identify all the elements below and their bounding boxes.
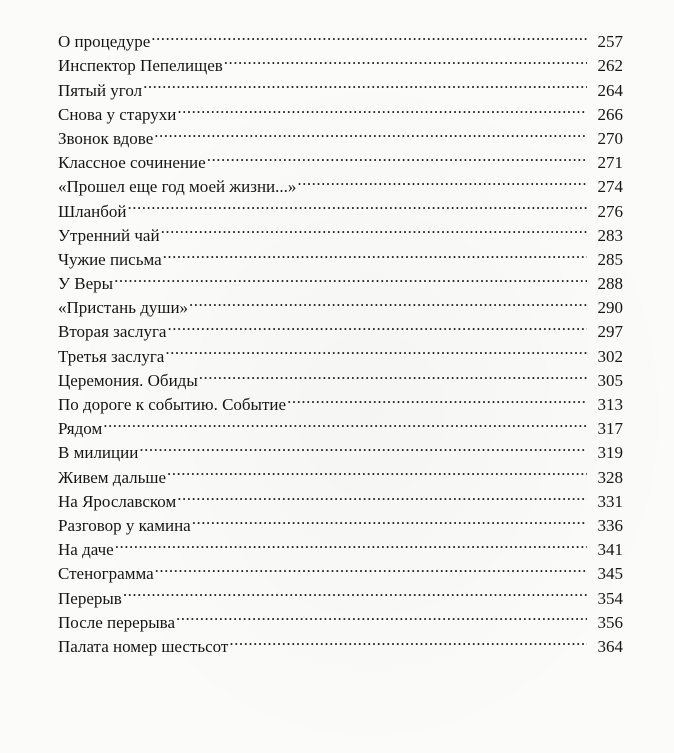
- toc-entry-page: 336: [597, 515, 623, 535]
- toc-dot-leader: [207, 144, 587, 168]
- toc-dot-leader: [151, 23, 587, 47]
- toc-entry-title: На даче: [58, 540, 114, 560]
- toc-dot-leader: [161, 217, 587, 241]
- toc-entry-page: 356: [597, 612, 623, 632]
- toc-entry-title: Утренний чай: [58, 225, 160, 245]
- toc-dot-leader: [176, 604, 587, 628]
- toc-entry: [58, 410, 623, 439]
- toc-entry-page: 257: [597, 32, 623, 52]
- toc-entry-page: 274: [597, 177, 623, 197]
- toc-entry: [58, 265, 623, 294]
- toc-entry-title: Третья заслуга: [58, 346, 165, 366]
- toc-entry-page: 271: [597, 153, 623, 173]
- toc-entry-page: 331: [597, 491, 623, 511]
- toc-dot-leader: [177, 96, 587, 120]
- toc-entry-page: 297: [597, 322, 623, 342]
- toc-entry-page: 264: [597, 80, 623, 100]
- toc-entry-title: В милиции: [58, 443, 139, 463]
- toc-entry-title: Разговор у камина: [58, 515, 191, 535]
- toc-dot-leader: [128, 192, 587, 216]
- toc-entry-title: Классное сочинение: [58, 153, 206, 173]
- toc-entry-page: 285: [597, 249, 623, 269]
- toc-entry-page: 266: [597, 104, 623, 124]
- toc-entry-page: 288: [597, 274, 623, 294]
- toc-entry-page: 341: [597, 540, 623, 560]
- toc-entry-title: Инспектор Пепелищев: [58, 56, 223, 76]
- toc-entry-title: «Прошел еще год моей жизни...»: [58, 177, 297, 197]
- toc-entry: [58, 192, 623, 221]
- toc-dot-leader: [115, 531, 587, 555]
- toc-entry-page: 262: [597, 56, 623, 76]
- toc-entry: [58, 555, 623, 584]
- toc-entry-page: 276: [597, 201, 623, 221]
- toc-entry-page: 270: [597, 128, 623, 148]
- toc-entry-title: О процедуре: [58, 32, 151, 52]
- toc-dot-leader: [192, 507, 587, 531]
- toc-entry-title: Палата номер шестьсот: [58, 636, 229, 656]
- toc-dot-leader: [155, 555, 587, 579]
- toc-entry: [58, 23, 623, 52]
- toc-entry-title: На Ярославском: [58, 491, 177, 511]
- toc-entry-page: 364: [597, 636, 623, 656]
- toc-dot-leader: [139, 434, 587, 458]
- toc-entry-page: 317: [597, 419, 623, 439]
- toc-entry-title: По дороге к событию. Событие: [58, 395, 287, 414]
- toc-entry-page: 302: [597, 346, 623, 366]
- toc-entry: [58, 604, 623, 632]
- toc-entry: [58, 579, 623, 608]
- toc-entry-title: «Пристань души»: [58, 298, 189, 318]
- toc-entry: [58, 71, 623, 100]
- toc-entry-page: 290: [597, 298, 623, 318]
- toc-dot-leader: [123, 579, 587, 603]
- toc-dot-leader: [103, 410, 587, 434]
- toc-dot-leader: [154, 120, 587, 144]
- toc-entry: [58, 289, 623, 318]
- toc-entry-title: Шланбой: [58, 201, 127, 221]
- toc-entry-title: Рядом: [58, 419, 103, 439]
- toc-dot-leader: [114, 265, 587, 289]
- toc-dot-leader: [143, 71, 587, 95]
- toc-dot-leader: [165, 337, 587, 361]
- toc-dot-leader: [229, 628, 587, 652]
- toc-entry: [58, 458, 623, 487]
- toc-dot-leader: [163, 241, 587, 265]
- toc-entry-page: 328: [597, 467, 623, 487]
- toc-entry-title: Пятый угол: [58, 80, 143, 100]
- toc-entry-title: Звонок вдове: [58, 128, 154, 148]
- toc-entry-page: 319: [597, 443, 623, 463]
- toc-entry-page: 354: [597, 588, 623, 608]
- toc-entry-title: Вторая заслуга: [58, 322, 167, 342]
- toc-entry-title: Стенограмма: [58, 564, 154, 584]
- toc-entry: [58, 531, 623, 560]
- toc-entry-title: Чужие письма: [58, 249, 162, 269]
- toc-entry: [58, 217, 623, 245]
- toc-entry-title: Церемония. Обиды: [58, 370, 198, 390]
- toc-entry-title: Перерыв: [58, 588, 122, 608]
- toc-entry: [58, 434, 623, 463]
- toc-dot-leader: [297, 168, 587, 192]
- toc-entry-page: 313: [597, 395, 623, 414]
- toc-entry-title: После перерыва: [58, 612, 175, 632]
- toc-entry-title: Снова у старухи: [58, 104, 177, 124]
- toc-dot-leader: [199, 362, 587, 386]
- toc-entry-title: У Веры: [58, 274, 114, 294]
- table-of-contents: [58, 23, 623, 656]
- toc-dot-leader: [287, 386, 587, 410]
- toc-dot-leader: [167, 313, 587, 337]
- toc-dot-leader: [224, 47, 587, 71]
- toc-entry-page: 283: [597, 225, 623, 245]
- toc-dot-leader: [167, 458, 587, 482]
- toc-dot-leader: [177, 483, 587, 507]
- toc-dot-leader: [189, 289, 587, 313]
- toc-entry-page: 345: [597, 564, 623, 584]
- toc-entry-title: Живем дальше: [58, 467, 167, 487]
- toc-entry-page: 305: [597, 370, 623, 390]
